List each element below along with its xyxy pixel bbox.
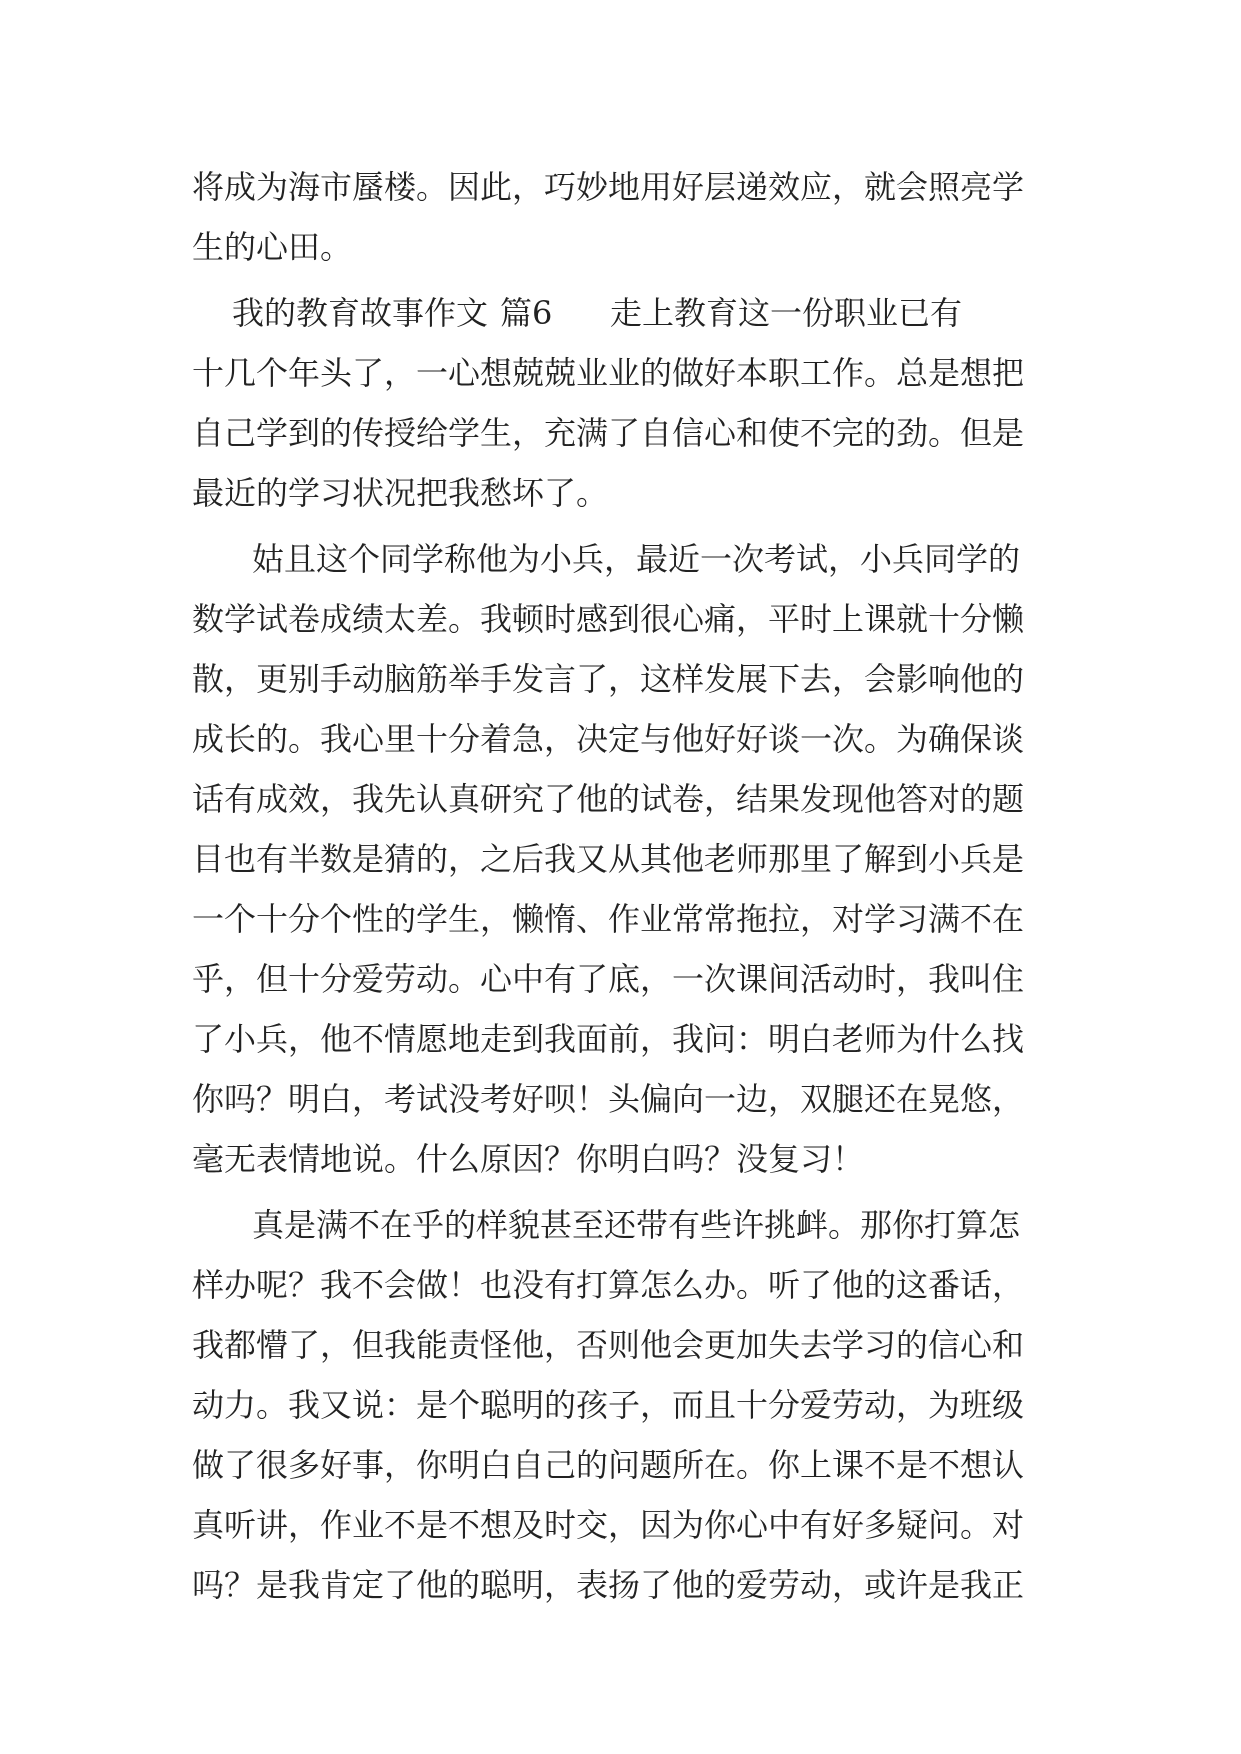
line-text: 将成为海市蜃楼。因此，巧妙地用好层递效应，就会照亮学	[192, 168, 1025, 206]
line-text: 真是满不在乎的样貌甚至还带有些许挑衅。那你打算怎	[252, 1206, 1021, 1244]
line-text: 毫无表情地说。什么原因？你明白吗？没复习！	[192, 1140, 865, 1178]
text-line	[192, 403, 1072, 463]
line-text: 散，更别手动脑筋举手发言了，这样发展下去，会影响他的	[192, 660, 1025, 698]
line-text: 吗？是我肯定了他的聪明，表扬了他的爱劳动，或许是我正	[192, 1566, 1025, 1604]
text-line	[192, 1435, 1072, 1495]
section-heading-line	[192, 283, 1072, 343]
text-line	[192, 217, 1072, 277]
section-number: 篇6	[500, 294, 553, 332]
line-text: 姑且这个同学称他为小兵，最近一次考试，小兵同学的	[252, 540, 1021, 578]
line-text: 成长的。我心里十分着急，决定与他好好谈一次。为确保谈	[192, 720, 1025, 758]
line-text: 动力。我又说：是个聪明的孩子，而且十分爱劳动，为班级	[192, 1386, 1025, 1424]
line-text: 生的心田。	[192, 228, 353, 266]
line-text: 乎，但十分爱劳动。心中有了底，一次课间活动时，我叫住	[192, 960, 1025, 998]
text-line	[192, 463, 1072, 523]
text-line	[192, 1375, 1072, 1435]
line-text: 样办呢？我不会做！也没有打算怎么办。听了他的这番话，	[192, 1266, 1025, 1304]
paragraph-first-line	[192, 529, 1072, 589]
text-line	[192, 589, 1072, 649]
text-line	[192, 157, 1072, 217]
text-line	[192, 649, 1072, 709]
line-text: 目也有半数是猜的，之后我又从其他老师那里了解到小兵是	[192, 840, 1025, 878]
line-text: 自己学到的传授给学生，充满了自信心和使不完的劲。但是	[192, 414, 1025, 452]
text-line	[192, 829, 1072, 889]
text-line	[192, 1009, 1072, 1069]
text-line	[192, 769, 1072, 829]
line-text: 真听讲，作业不是不想及时交，因为你心中有好多疑问。对	[192, 1506, 1025, 1544]
text-line	[192, 709, 1072, 769]
paragraph-first-line	[192, 1195, 1072, 1255]
text-line	[192, 1069, 1072, 1129]
text-line	[192, 1315, 1072, 1375]
line-text: 最近的学习状况把我愁坏了。	[192, 474, 609, 512]
line-text: 十几个年头了，一心想兢兢业业的做好本职工作。总是想把	[192, 354, 1025, 392]
line-text: 数学试卷成绩太差。我顿时感到很心痛，平时上课就十分懒	[192, 600, 1025, 638]
line-text: 你吗？明白，考试没考好呗！头偏向一边，双腿还在晃悠，	[192, 1080, 1025, 1118]
text-line	[192, 949, 1072, 1009]
text-line	[192, 1129, 1072, 1189]
line-text: 我都懵了，但我能责怪他，否则他会更加失去学习的信心和	[192, 1326, 1025, 1364]
text-line	[192, 1555, 1072, 1615]
text-line	[192, 1255, 1072, 1315]
text-line	[192, 1495, 1072, 1555]
section-title: 我的教育故事作文	[232, 294, 489, 332]
line-text: 做了很多好事，你明白自己的问题所在。你上课不是不想认	[192, 1446, 1025, 1484]
text-line	[192, 889, 1072, 949]
line-text: 了小兵，他不情愿地走到我面前，我问：明白老师为什么找	[192, 1020, 1025, 1058]
line-text: 一个十分个性的学生，懒惰、作业常常拖拉，对学习满不在	[192, 900, 1025, 938]
text-line	[192, 343, 1072, 403]
section-first-sentence: 走上教育这一份职业已有	[610, 294, 963, 332]
line-text: 话有成效，我先认真研究了他的试卷，结果发现他答对的题	[192, 780, 1025, 818]
